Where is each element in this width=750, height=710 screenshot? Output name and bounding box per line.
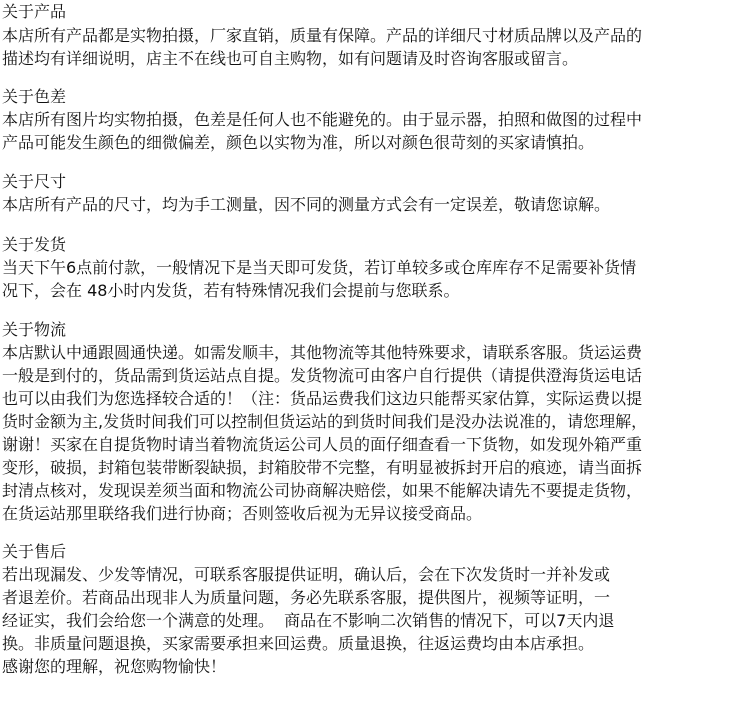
text-line: 当天下午6点前付款，一般情况下是当天即可发货，若订单较多或仓库库存不足需要补货情	[2, 258, 637, 277]
text-line: 本店默认中通跟圆通快递。如需发顺丰，其他物流等其他特殊要求，请联系客服。货运运费	[2, 343, 643, 362]
text-line: 也可以由我们为您选择较合适的！（注：货品运费我们这边只能帮买家估算，实际运费以提	[2, 389, 643, 408]
text-line: 况下，会在 48小时内发货，若有特殊情况我们会提前与您联系。	[2, 281, 460, 300]
text-line: 经证实，我们会给您一个满意的处理。 商品在不影响二次销售的情况下，可以7天内退	[2, 611, 615, 630]
text-line: 本店所有产品都是实物拍摄，厂家直销，质量有保障。产品的详细尺寸材质品牌以及产品的	[2, 26, 643, 45]
text-line: 感谢您的理解，祝您购物愉快！	[2, 657, 227, 676]
heading-products: 关于产品	[2, 2, 67, 21]
text-line: 者退差价。若商品出现非人为质量问题，务必先联系客服，提供图片，视频等证明，一	[2, 588, 611, 607]
text-line: 谢谢！买家在自提货物时请当着物流货运公司人员的面仔细查看一下货物，如发现外箱严重	[2, 435, 643, 454]
heading-logistics: 关于物流	[2, 320, 67, 339]
heading-size: 关于尺寸	[2, 172, 67, 191]
text-line: 描述均有详细说明，店主不在线也可自主购物，如有问题请及时咨询客服或留言。	[2, 49, 579, 68]
text-line: 一般是到付的，货品需到货运站点自提。发货物流可由客户自行提供（请提供澄海货运电话	[2, 366, 643, 385]
heading-color-difference: 关于色差	[2, 87, 67, 106]
text-line: 货时金额为主,发货时间我们可以控制但货运站的到货时间我们是没办法说准的，请您理解，	[2, 412, 648, 431]
text-line: 在货运站那里联络我们进行协商；否则签收后视为无异议接受商品。	[2, 504, 483, 523]
heading-after-sales: 关于售后	[2, 542, 67, 561]
text-line: 换。非质量问题退换，买家需要承担来回运费。质量退换，往返运费均由本店承担。	[2, 634, 595, 653]
heading-shipping: 关于发货	[2, 235, 67, 254]
text-line: 若出现漏发、少发等情况，可联系客服提供证明，确认后，会在下次发货时一并补发或	[2, 565, 611, 584]
text-line: 封清点核对，发现误差须当面和物流公司协商解决赔偿，如果不能解决请先不要提走货物，	[2, 481, 643, 500]
text-line: 变形，破损，封箱包装带断裂缺损，封箱胶带不完整，有明显被拆封开启的痕迹，请当面拆	[2, 458, 643, 477]
text-line: 本店所有产品的尺寸，均为手工测量，因不同的测量方式会有一定误差，敬请您谅解。	[2, 195, 611, 214]
text-line: 本店所有图片均实物拍摄，色差是任何人也不能避免的。由于显示器，拍照和做图的过程中	[2, 110, 643, 129]
text-line: 产品可能发生颜色的细微偏差，颜色以实物为准，所以对颜色很苛刻的买家请慎拍。	[2, 133, 595, 152]
